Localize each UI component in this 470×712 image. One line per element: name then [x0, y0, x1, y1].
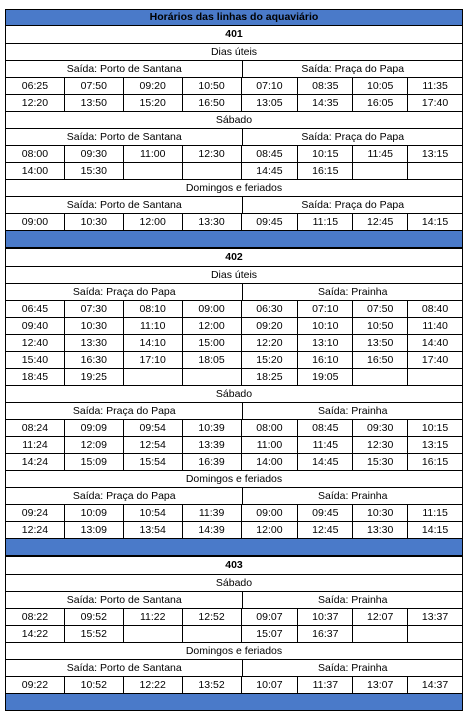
- departure-right-label: Saída: Prainha: [242, 487, 463, 505]
- departure-left-label: Saída: Praça do Papa: [5, 283, 243, 301]
- departure-header-row: [5, 660, 463, 677]
- time-cell: 14:22: [5, 625, 65, 643]
- time-cell: 11:35: [407, 77, 463, 95]
- time-cell: 07:10: [297, 300, 353, 318]
- time-row: [5, 214, 463, 231]
- time-cell: 10:50: [182, 77, 242, 95]
- departure-right-label: Saída: Praça do Papa: [242, 60, 463, 78]
- time-row: [5, 95, 463, 112]
- departure-header-row: [5, 197, 463, 214]
- day-type-label: Sábado: [5, 111, 463, 129]
- time-cell: 09:22: [5, 676, 65, 694]
- departure-left-label: Saída: Praça do Papa: [5, 402, 243, 420]
- time-cell: 16:50: [352, 351, 408, 369]
- time-cell: 12:54: [123, 436, 183, 454]
- time-cell: [123, 625, 183, 643]
- time-cell: 10:30: [352, 504, 408, 522]
- time-cell: 10:07: [241, 676, 299, 694]
- time-cell: 16:15: [297, 162, 353, 180]
- time-cell: 17:40: [407, 94, 463, 112]
- day-type-row: [5, 180, 463, 197]
- time-cell: 15:52: [64, 625, 124, 643]
- time-cell: 13:07: [352, 676, 408, 694]
- line-number: 401: [5, 25, 463, 44]
- time-cell: 16:50: [182, 94, 242, 112]
- time-cell: [182, 368, 242, 386]
- departure-right-label: Saída: Praça do Papa: [242, 196, 463, 214]
- time-cell: 12:30: [182, 145, 242, 163]
- schedule-sheet: [5, 10, 463, 712]
- time-cell: 09:45: [241, 213, 299, 231]
- time-cell: 13:50: [64, 94, 124, 112]
- sheet-title: Horários das linhas do aquaviário: [5, 9, 463, 26]
- time-cell: 15:54: [123, 453, 183, 471]
- title-row: [5, 10, 463, 26]
- time-row: [5, 454, 463, 471]
- time-cell: [123, 162, 183, 180]
- time-cell: 09:09: [64, 419, 124, 437]
- time-cell: [352, 162, 408, 180]
- time-row: [5, 677, 463, 694]
- time-cell: 15:07: [241, 625, 299, 643]
- day-type-label: Domingos e feriados: [5, 642, 463, 660]
- time-cell: 12:00: [123, 213, 183, 231]
- time-cell: 10:15: [297, 145, 353, 163]
- time-cell: 07:30: [64, 300, 124, 318]
- time-cell: 13:10: [297, 334, 353, 352]
- day-type-label: Dias úteis: [5, 43, 463, 61]
- time-cell: 10:54: [123, 504, 183, 522]
- time-cell: 16:39: [182, 453, 242, 471]
- time-cell: 07:50: [352, 300, 408, 318]
- time-row: [5, 609, 463, 626]
- time-cell: [182, 162, 242, 180]
- time-cell: 13:54: [123, 521, 183, 539]
- time-cell: 11:15: [407, 504, 463, 522]
- departure-header-row: [5, 488, 463, 505]
- time-cell: [407, 162, 463, 180]
- departure-left-label: Saída: Porto de Santana: [5, 60, 243, 78]
- day-type-label: Sábado: [5, 574, 463, 592]
- time-cell: 14:10: [123, 334, 183, 352]
- time-cell: 08:10: [123, 300, 183, 318]
- time-cell: 11:15: [297, 213, 353, 231]
- time-cell: 07:10: [241, 77, 299, 95]
- time-cell: [407, 368, 463, 386]
- time-cell: 13:15: [407, 436, 463, 454]
- day-type-label: Domingos e feriados: [5, 470, 463, 488]
- departure-header-row: [5, 284, 463, 301]
- time-row: [5, 352, 463, 369]
- time-row: [5, 420, 463, 437]
- day-type-row: [5, 386, 463, 403]
- day-type-label: Dias úteis: [5, 266, 463, 284]
- time-cell: 12:52: [182, 608, 242, 626]
- time-cell: 13:37: [407, 608, 463, 626]
- time-cell: 16:30: [64, 351, 124, 369]
- time-cell: 15:20: [241, 351, 299, 369]
- time-cell: 12:45: [297, 521, 353, 539]
- departure-right-label: Saída: Prainha: [242, 591, 463, 609]
- departure-header-row: [5, 129, 463, 146]
- time-cell: 08:24: [5, 419, 65, 437]
- time-cell: 12:00: [241, 521, 299, 539]
- time-cell: 08:00: [241, 419, 299, 437]
- time-cell: 14:35: [297, 94, 353, 112]
- departure-left-label: Saída: Porto de Santana: [5, 659, 243, 677]
- time-cell: 14:37: [407, 676, 463, 694]
- time-row: [5, 437, 463, 454]
- time-cell: 12:45: [352, 213, 408, 231]
- day-type-row: [5, 471, 463, 488]
- time-cell: 12:20: [5, 94, 65, 112]
- time-cell: 14:39: [182, 521, 242, 539]
- day-type-row: [5, 643, 463, 660]
- time-cell: 09:24: [5, 504, 65, 522]
- departure-header-row: [5, 61, 463, 78]
- time-row: [5, 318, 463, 335]
- block-separator-bar: [5, 693, 463, 711]
- line-number: 402: [5, 248, 463, 267]
- time-cell: 10:10: [297, 317, 353, 335]
- time-cell: 11:37: [297, 676, 353, 694]
- time-cell: 13:52: [182, 676, 242, 694]
- departure-right-label: Saída: Prainha: [242, 659, 463, 677]
- time-row: [5, 78, 463, 95]
- time-cell: [352, 625, 408, 643]
- departure-header-row: [5, 592, 463, 609]
- time-cell: 06:45: [5, 300, 65, 318]
- time-cell: 10:50: [352, 317, 408, 335]
- departure-header-row: [5, 403, 463, 420]
- time-cell: 14:45: [297, 453, 353, 471]
- time-cell: 10:37: [297, 608, 353, 626]
- time-cell: 11:45: [352, 145, 408, 163]
- time-row: [5, 369, 463, 386]
- day-type-row: [5, 575, 463, 592]
- time-cell: 07:50: [64, 77, 124, 95]
- time-row: [5, 335, 463, 352]
- day-type-label: Sábado: [5, 385, 463, 403]
- time-cell: 12:40: [5, 334, 65, 352]
- departure-left-label: Saída: Porto de Santana: [5, 591, 243, 609]
- time-cell: 08:22: [5, 608, 65, 626]
- time-cell: 10:15: [407, 419, 463, 437]
- departure-right-label: Saída: Praça do Papa: [242, 128, 463, 146]
- block-separator: [5, 539, 463, 557]
- time-cell: 09:54: [123, 419, 183, 437]
- time-cell: 10:05: [352, 77, 408, 95]
- time-cell: 16:05: [352, 94, 408, 112]
- time-cell: 09:00: [241, 504, 299, 522]
- day-type-row: [5, 267, 463, 284]
- time-cell: 15:20: [123, 94, 183, 112]
- time-cell: 09:20: [241, 317, 299, 335]
- time-cell: 08:40: [407, 300, 463, 318]
- time-row: [5, 163, 463, 180]
- time-cell: 11:00: [123, 145, 183, 163]
- time-cell: 14:15: [407, 213, 463, 231]
- time-cell: 19:25: [64, 368, 124, 386]
- time-row: [5, 626, 463, 643]
- line-number-row: [5, 26, 463, 44]
- time-cell: 11:22: [123, 608, 183, 626]
- time-row: [5, 146, 463, 163]
- time-cell: 09:00: [182, 300, 242, 318]
- time-cell: 15:30: [352, 453, 408, 471]
- time-row: [5, 522, 463, 539]
- line-number-row: [5, 557, 463, 575]
- time-cell: 18:45: [5, 368, 65, 386]
- time-cell: 14:00: [241, 453, 299, 471]
- time-cell: 18:25: [241, 368, 299, 386]
- time-cell: 15:00: [182, 334, 242, 352]
- time-cell: 10:09: [64, 504, 124, 522]
- time-cell: 15:40: [5, 351, 65, 369]
- time-cell: 13:30: [352, 521, 408, 539]
- departure-left-label: Saída: Porto de Santana: [5, 196, 243, 214]
- time-cell: 10:52: [64, 676, 124, 694]
- time-cell: 09:00: [5, 213, 65, 231]
- day-type-label: Domingos e feriados: [5, 179, 463, 197]
- time-cell: [407, 625, 463, 643]
- time-cell: 14:24: [5, 453, 65, 471]
- day-type-row: [5, 44, 463, 61]
- departure-right-label: Saída: Prainha: [242, 283, 463, 301]
- time-cell: 06:30: [241, 300, 299, 318]
- time-cell: 16:15: [407, 453, 463, 471]
- time-cell: 06:25: [5, 77, 65, 95]
- time-cell: 14:45: [241, 162, 299, 180]
- block-separator: [5, 694, 463, 712]
- departure-right-label: Saída: Prainha: [242, 402, 463, 420]
- time-cell: 13:50: [352, 334, 408, 352]
- time-cell: 13:05: [241, 94, 299, 112]
- time-cell: 14:40: [407, 334, 463, 352]
- line-number-row: [5, 249, 463, 267]
- time-cell: 08:00: [5, 145, 65, 163]
- time-cell: 14:00: [5, 162, 65, 180]
- time-cell: 11:39: [182, 504, 242, 522]
- time-cell: 19:05: [297, 368, 353, 386]
- time-cell: 11:10: [123, 317, 183, 335]
- time-cell: 11:24: [5, 436, 65, 454]
- time-cell: 17:40: [407, 351, 463, 369]
- time-cell: 09:30: [64, 145, 124, 163]
- time-cell: 12:20: [241, 334, 299, 352]
- departure-left-label: Saída: Praça do Papa: [5, 487, 243, 505]
- block-separator: [5, 231, 463, 249]
- time-cell: 12:24: [5, 521, 65, 539]
- time-cell: 13:30: [64, 334, 124, 352]
- time-cell: 08:45: [241, 145, 299, 163]
- line-number: 403: [5, 556, 463, 575]
- time-cell: 08:45: [297, 419, 353, 437]
- time-cell: 12:30: [352, 436, 408, 454]
- time-cell: 13:15: [407, 145, 463, 163]
- time-cell: 09:30: [352, 419, 408, 437]
- time-cell: 16:37: [297, 625, 353, 643]
- time-cell: 15:09: [64, 453, 124, 471]
- time-cell: 12:09: [64, 436, 124, 454]
- time-cell: 13:30: [182, 213, 242, 231]
- time-cell: 09:07: [241, 608, 299, 626]
- block-separator-bar: [5, 538, 463, 556]
- time-row: [5, 505, 463, 522]
- time-cell: 17:10: [123, 351, 183, 369]
- time-cell: 09:40: [5, 317, 65, 335]
- time-cell: 11:00: [241, 436, 299, 454]
- block-separator-bar: [5, 230, 463, 248]
- time-cell: 10:30: [64, 317, 124, 335]
- time-cell: 13:09: [64, 521, 124, 539]
- time-cell: [352, 368, 408, 386]
- time-cell: 09:52: [64, 608, 124, 626]
- day-type-row: [5, 112, 463, 129]
- time-cell: 14:15: [407, 521, 463, 539]
- time-cell: 11:45: [297, 436, 353, 454]
- time-cell: 13:39: [182, 436, 242, 454]
- time-cell: 12:22: [123, 676, 183, 694]
- time-cell: 11:40: [407, 317, 463, 335]
- time-cell: 15:30: [64, 162, 124, 180]
- time-cell: 09:45: [297, 504, 353, 522]
- time-cell: 08:35: [297, 77, 353, 95]
- time-cell: 10:30: [64, 213, 124, 231]
- time-cell: [123, 368, 183, 386]
- time-row: [5, 301, 463, 318]
- time-cell: 16:10: [297, 351, 353, 369]
- time-cell: 09:20: [123, 77, 183, 95]
- time-cell: 10:39: [182, 419, 242, 437]
- time-cell: 18:05: [182, 351, 242, 369]
- time-cell: [182, 625, 242, 643]
- departure-left-label: Saída: Porto de Santana: [5, 128, 243, 146]
- schedule-blocks: [5, 26, 463, 712]
- time-cell: 12:00: [182, 317, 242, 335]
- time-cell: 12:07: [352, 608, 408, 626]
